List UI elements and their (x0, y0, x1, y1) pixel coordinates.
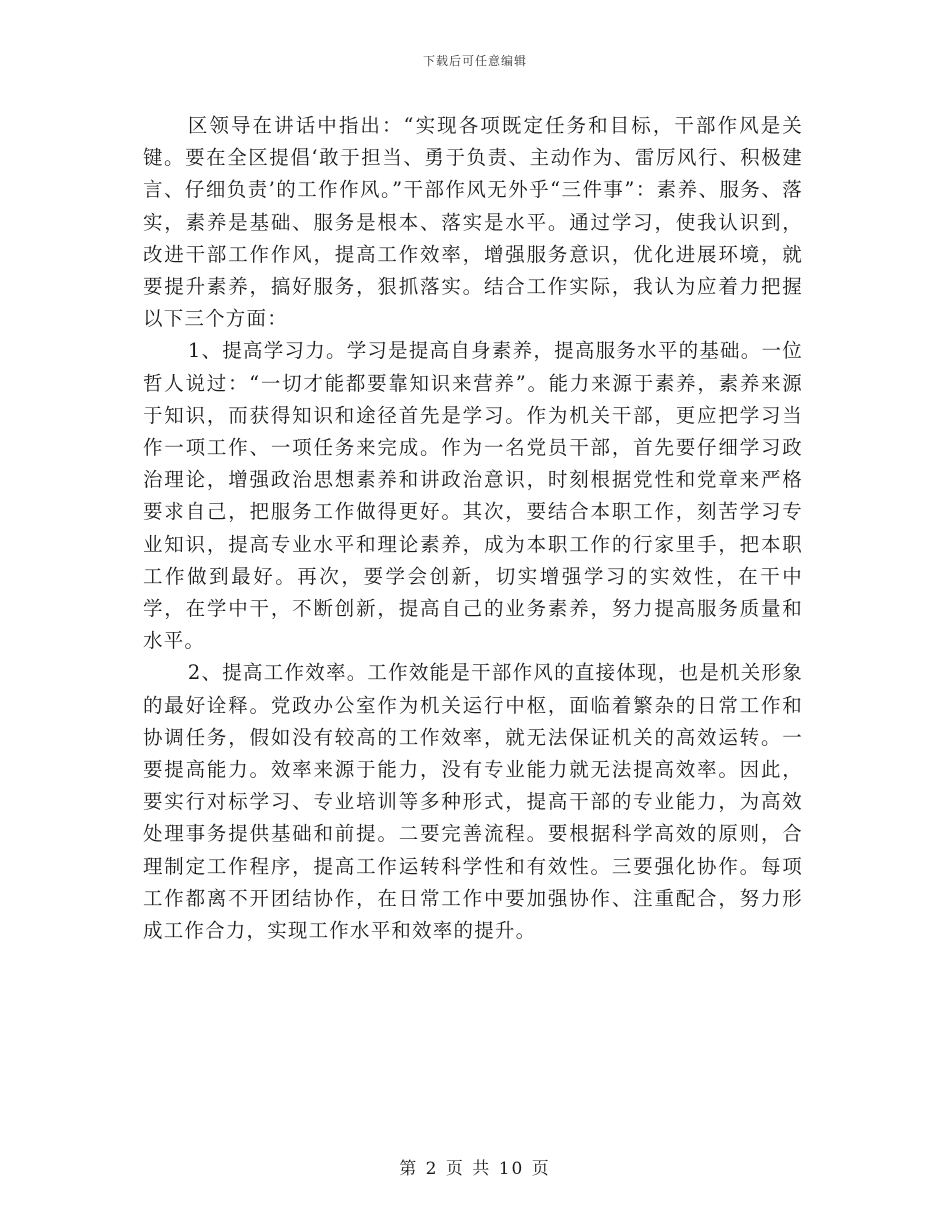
paragraph-intro: 区领导在讲话中指出：“实现各项既定任务和目标，干部作风是关键。要在全区提倡‘敢于担当、勇于负责、主动作为、雷厉风行、积极建言、仔细负责’的工作作风。”干部作风无外乎“三件事”：素养、服务、落实，素养是基础、服务是根本、落实是水平。通过学习，使我认识到，改进干部工作作风，提高工作效率，增强服务意识，优化进展环境，就要提升素养，搞好服务，狠抓落实。结合工作实际，我认为应着力把握以下三个方面： (143, 114, 803, 331)
page-header: 下载后可任意编辑 (422, 54, 527, 68)
document-body (143, 110, 803, 947)
paragraph-learning: 1、提高学习力。学习是提高自身素养，提高服务水平的基础。一位哲人说过：“一切才能都要靠知识来营养”。能力来源于素养，素养来源于知识，而获得知识和途径首先是学习。作为机关干部，更应把学习当作一项工作、一项任务来完成。作为一名党员干部，首先要仔细学习政治理论，增强政治思想素养和讲政治意识，时刻根据党性和党章来严格要求自己，把服务工作做得更好。其次，要结合本职工作，刻苦学习专业知识，提高专业水平和理论素养，成为本职工作的行家里手，把本职工作做到最好。再次，要学会创新，切实增强学习的实效性，在干中学，在学中干，不断创新，提高自己的业务素养，努力提高服务质量和水平。 (143, 339, 803, 653)
page-footer: 第 2 页 共 10 页 (399, 1159, 551, 1179)
paragraph-efficiency: 2、提高工作效率。工作效能是干部作风的直接体现，也是机关形象的最好诠释。党政办公室作为机关运行中枢，面临着繁杂的日常工作和协调任务，假如没有较高的工作效率，就无法保证机关的高效运转。一要提高能力。效率来源于能力，没有专业能力就无法提高效率。因此，要实行对标学习、专业培训等多种形式，提高干部的专业能力，为高效处理事务提供基础和前提。二要完善流程。要根据科学高效的原则，合理制定工作程序，提高工作运转科学性和有效性。三要强化协作。每项工作都离不开团结协作，在日常工作中要加强协作、注重配合，努力形成工作合力，实现工作水平和效率的提升。 (143, 661, 803, 943)
